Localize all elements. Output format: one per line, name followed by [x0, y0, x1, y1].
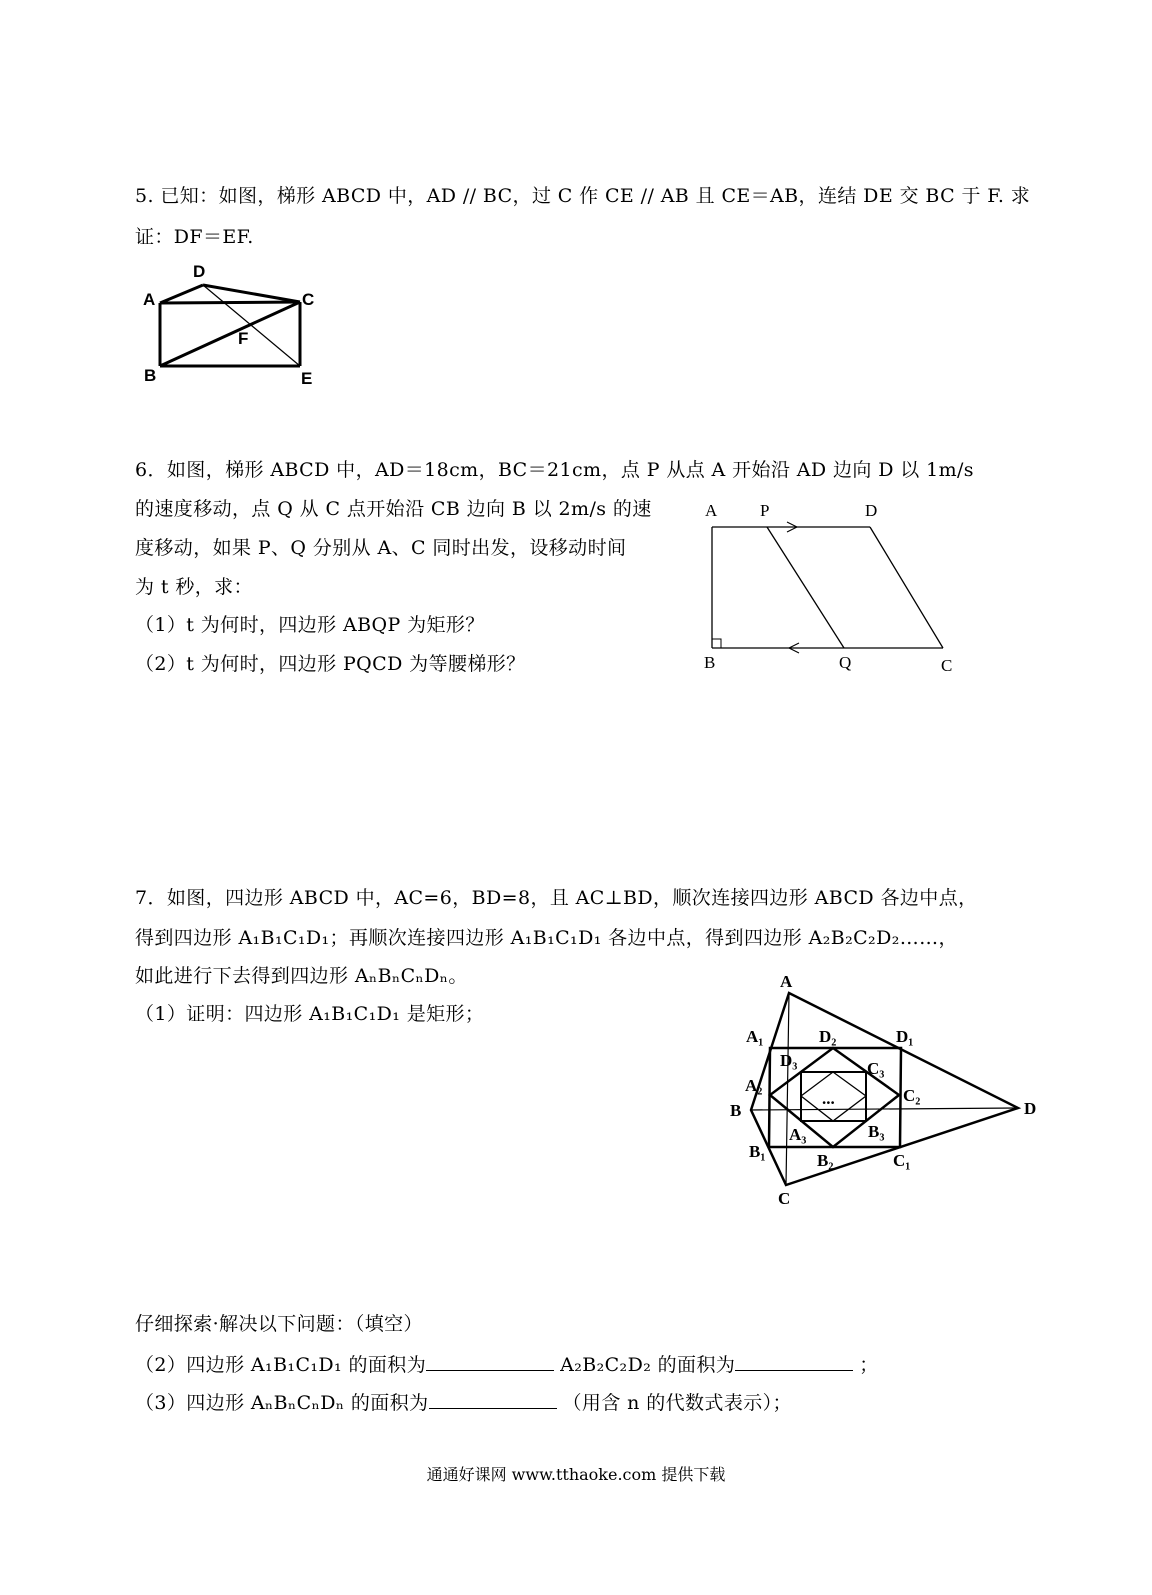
- page-footer: 通通好课网 www.tthaoke.com 提供下载: [426, 1465, 726, 1484]
- q5-text-line1: 5. 已知：如图，梯形 ABCD 中，AD // BC，过 C 作 CE // AB 且 CE＝AB，连结 DE 交 BC 于 F. 求: [135, 185, 1031, 207]
- q6-figure: [695, 495, 965, 685]
- q6-part2: （2）t 为何时，四边形 PQCD 为等腰梯形？: [135, 653, 526, 675]
- q7-label-c1: C₁: [893, 1151, 911, 1170]
- q6-text-line1: 6．如图，梯形 ABCD 中，AD＝18cm，BC＝21cm，点 P 从点 A 开始沿 AD 边向 D 以 1m/s: [135, 459, 974, 481]
- q6-label-p: P: [760, 501, 770, 520]
- q7-label-d2: D₂: [819, 1027, 837, 1046]
- q7-part2-end: ；: [859, 1354, 879, 1376]
- q6-text-line3: 度移动，如果 P、Q 分别从 A、C 同时出发，设移动时间: [135, 537, 627, 559]
- q6-label-a: A: [705, 501, 718, 520]
- q7-label-b: B: [730, 1101, 742, 1120]
- q7-text-line1: 7．如图，四边形 ABCD 中，AC=6，BD=8，且 AC⊥BD，顺次连接四边形 ABCD 各边中点，: [135, 887, 978, 909]
- q7-label-c3: C₃: [867, 1059, 885, 1078]
- q5-label-c: C: [302, 290, 315, 309]
- q6-label-d: D: [865, 501, 878, 520]
- q7-label-a1: A₁: [746, 1027, 764, 1046]
- q7-text-line3: 如此进行下去得到四边形 AₙBₙCₙDₙ。: [135, 965, 468, 987]
- q6-label-c: C: [941, 656, 953, 675]
- q7-label-d1: D₁: [896, 1027, 914, 1046]
- q7-text-line2: 得到四边形 A₁B₁C₁D₁；再顺次连接四边形 A₁B₁C₁D₁ 各边中点，得到四边形 A₂B₂C₂D₂……，: [135, 927, 958, 949]
- q7-label-a: A: [780, 972, 793, 991]
- q7-figure: [730, 965, 1050, 1215]
- q7-label-d3: D₃: [780, 1051, 798, 1070]
- q7-part2-blank1: [426, 1352, 554, 1371]
- q6-label-q: Q: [839, 653, 852, 672]
- q6-text-line2: 的速度移动，点 Q 从 C 点开始沿 CB 边向 B 以 2m/s 的速: [135, 498, 652, 520]
- q7-part2-blank2: [735, 1352, 853, 1371]
- q7-part3-label-b: （用含 n 的代数式表示）；: [562, 1392, 792, 1414]
- q7-label-c2: C₂: [903, 1086, 921, 1105]
- q7-label-a3: A₃: [789, 1125, 807, 1144]
- q5-label-d: D: [193, 262, 206, 281]
- q7-part3-blank: [429, 1390, 557, 1409]
- q7-label-dots: ...: [822, 1089, 835, 1108]
- q7-part2-label-a: （2）四边形 A₁B₁C₁D₁ 的面积为: [135, 1354, 427, 1376]
- q7-part3-label-a: （3）四边形 AₙBₙCₙDₙ 的面积为: [135, 1392, 429, 1414]
- q7-label-a2: A₂: [745, 1076, 763, 1095]
- q7-label-c: C: [778, 1189, 791, 1208]
- q5-label-b: B: [144, 366, 157, 385]
- q5-label-e: E: [301, 369, 313, 388]
- q7-label-b2: B₂: [817, 1151, 834, 1170]
- q6-label-b: B: [704, 653, 716, 672]
- q6-text-line4: 为 t 秒，求：: [135, 576, 253, 598]
- q7-label-b3: B₃: [868, 1122, 885, 1141]
- q7-label-d: D: [1024, 1099, 1037, 1118]
- q5-label-f: F: [238, 329, 249, 348]
- q7-part1: （1）证明：四边形 A₁B₁C₁D₁ 是矩形；: [135, 1003, 485, 1025]
- q7-explore: 仔细探索·解决以下问题：（填空）: [135, 1313, 423, 1335]
- q7-part3: [135, 1390, 792, 1415]
- q7-part2: [135, 1352, 879, 1377]
- q6-part1: （1）t 为何时，四边形 ABQP 为矩形？: [135, 614, 485, 636]
- q5-text-line2: 证：DF＝EF.: [135, 226, 254, 248]
- q7-part2-label-b: A₂B₂C₂D₂ 的面积为: [560, 1354, 736, 1376]
- q5-label-a: A: [143, 290, 156, 309]
- q7-label-b1: B₁: [749, 1142, 766, 1161]
- q5-figure: [135, 258, 335, 393]
